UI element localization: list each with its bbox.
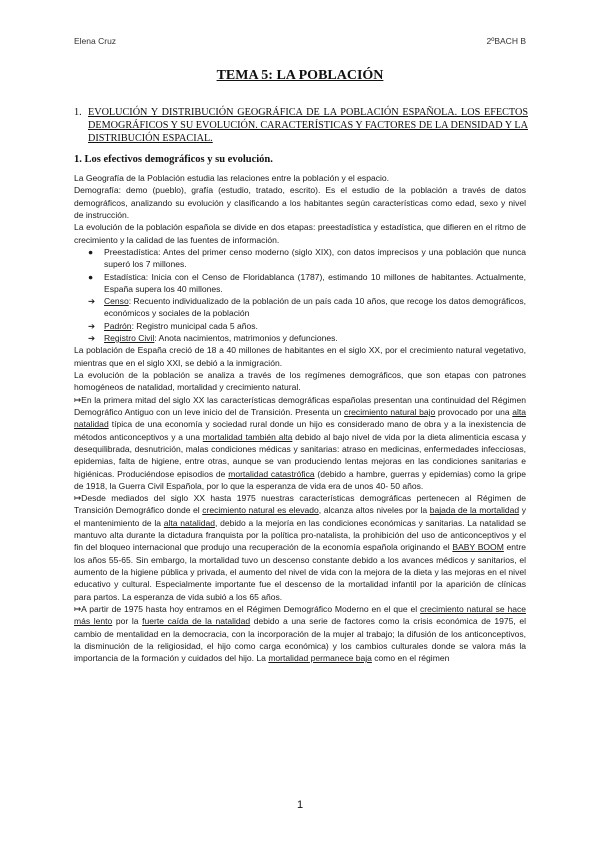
arrow-term: Censo (104, 296, 129, 307)
page-number: 1 (296, 799, 304, 811)
document-body (74, 172, 526, 665)
arrow-text: : Registro municipal cada 5 años. (131, 320, 258, 331)
section-title: EVOLUCIÓN Y DISTRIBUCIÓN GEOGRÁFICA DE LA POBLACIÓN ESPAÑOLA. LOS EFECTOS DEMOGRÁFICOS Y SU EVOLUCIÓN. CARACTERÍSTICAS Y FACTORES DE LA DENSIDAD Y LA DISTRIBUCIÓN ESPACIAL. (88, 107, 528, 144)
paragraph-regimen-antiguo: ↦En la primera mitad del siglo XX las características demográficas españolas presentan una continuidad del Régimen Demográfico Antiguo con un leve inicio del de Transición. Presenta un crecimiento natural bajo provocado por una alta natalidad típica de una economía y sociedad rural donde un hijo es considerado mano de obra y a la inexistencia de métodos anticonceptivos y a una mortalidad también alta debido al bajo nivel de vida por la dieta alimenticia escasa y desequilibrada, desnutrición, malas condiciones médicas y sanitarias: atraso en medicinas, enfermedades infecciosas, epidemias, falta de higiene, entre otras, aunque se van produciendo lentas mejoras en las condiciones sanitarias e higiénicas. Produciéndose episodios de mortalidad catastrófica (debido a hambre, guerras y epidemias) como la gripe de 1918, la Guerra Civil Española, por lo que la esperanza de vida era de unos 40- 50 años. (74, 394, 526, 491)
arrow-text: : Anota nacimientos, matrimonios y defunciones. (154, 333, 338, 344)
paragraph-regimen-moderno: ↦A partir de 1975 hasta hoy entramos en el Régimen Demográfico Moderno en el que el crecimiento natural se hace más lento por la fuerte caída de la natalidad debido a una serie de factores como la crisis económica de 1975, el cambio de mentalidad en la democracia, con la incorporación de la mujer al trabajo; la difusión de los anticonceptivos, la disminución de la religiosidad, el hijo como carga económica) y los cambios culturales donde se valora más la importancia de la formación y cuidados del hijo. La mortalidad permanece baja como en el régimen (74, 603, 526, 664)
underlined-term: crecimiento natural se hace más lento (74, 603, 526, 627)
arrow-text: : Recuento individualizado de la población de un país cada 10 años, que recoge los datos demográficos, económicos y sociales de la población (104, 296, 526, 319)
paragraph-crecimiento: La población de España creció de 18 a 40 millones de habitantes en el siglo XX, por el crecimiento natural vegetativo, mientras que en el siglo XXI, se debió a la inmigración. (74, 345, 526, 368)
arrow-right-icon: ➔ (88, 333, 96, 344)
bullet-item (74, 246, 526, 271)
header-author: Elena Cruz (74, 36, 117, 46)
arrow-right-icon: ➔ (88, 320, 96, 331)
paragraph-intro: La Geografía de la Población estudia las relaciones entre la población y el espacio. (74, 173, 390, 183)
bullet-icon: ● (88, 246, 94, 257)
section-heading (74, 106, 528, 145)
header-course: 2ºBACH B (486, 36, 526, 46)
arrow-item (74, 332, 526, 344)
underlined-term: bajada de la mortalidad (429, 505, 520, 516)
underlined-term: mortalidad catastrófica (228, 468, 315, 479)
arrow-right-icon: ➔ (88, 296, 96, 307)
page-title: TEMA 5: LA POBLACIÓN (216, 68, 384, 83)
arrow-term: Padrón (104, 320, 132, 331)
bullet-item (74, 271, 526, 296)
paragraph-regimen-transicion: ↦Desde mediados del siglo XX hasta 1975 nuestras características demográficas pertenecen al Régimen de Transición Demográfico donde el crecimiento natural es elevado, alcanza altos niveles por la bajada de la mortalidad y el mantenimiento de la alta natalidad, debido a la mejoría en las condiciones económicas y sanitarias. La natalidad se mantuvo alta durante la dictadura franquista por la política pro-natalista, la prohibición del uso de anticonceptivos y el fin del bloqueo internacional que produjo una recuperación de la economía española originando el BABY BOOM entre los años 55-65. Sin embargo, la mortalidad tuvo un descenso constante debido a los avances médicos y sanitarios, el aumento de la higiene pública y privada, el aumento del nivel de vida con la mejora de la dieta y las mejoras en el nivel educativo y cultural. Especialmente importante fue el descenso de la mortalidad infantil por la aparición de clínicas para partos. La esperanza de vida subió a los 65 años. (74, 493, 527, 602)
underlined-term: crecimiento natural es elevado (202, 505, 319, 516)
paragraph-regimenes: La evolución de la población se analiza a través de los regímenes demográficos, que son etapas con patrones homogéneos de natalidad, mortalidad y crecimiento natural. (74, 370, 526, 393)
bullet-text: Estadística: Inicia con el Censo de Floridablanca (1787), estimando 10 millones de habitantes. Actualmente, España supera los 40 millones. (104, 271, 526, 294)
underlined-term: crecimiento natural bajo (344, 406, 436, 417)
paragraph-demografia: Demografía: demo (pueblo), grafía (estudio, tratado, escrito). Es el estudio de la población a través de datos demográficos, analizando su evolución y clasificando a los habitantes según características como edad, sexo y nivel de instrucción. (74, 185, 526, 220)
underlined-term: fuerte caída de la natalidad (142, 616, 251, 627)
section-number: 1. (74, 107, 82, 118)
arrow-item (74, 320, 526, 332)
underlined-term: mortalidad permanece baja (268, 653, 372, 664)
underlined-term: alta natalidad (74, 406, 526, 430)
underlined-term: BABY BOOM (452, 542, 504, 553)
arrow-item (74, 295, 526, 320)
subsection-heading: 1. Los efectivos demográficos y su evolución. (74, 154, 273, 165)
bullet-icon: ● (88, 271, 94, 282)
underlined-term: alta natalidad (163, 517, 215, 528)
paragraph-etapas: La evolución de la población española se divide en dos etapas: preestadística y estadística, que difieren en el ritmo de crecimiento y la calidad de las fuentes de información. (74, 222, 526, 245)
arrow-term: Registro Civil (104, 333, 155, 344)
bullet-text: Preestadística: Antes del primer censo moderno (siglo XIX), con datos imprecisos y una población que nunca superó los 7 millones. (104, 246, 526, 270)
underlined-term: mortalidad también alta (202, 431, 293, 442)
